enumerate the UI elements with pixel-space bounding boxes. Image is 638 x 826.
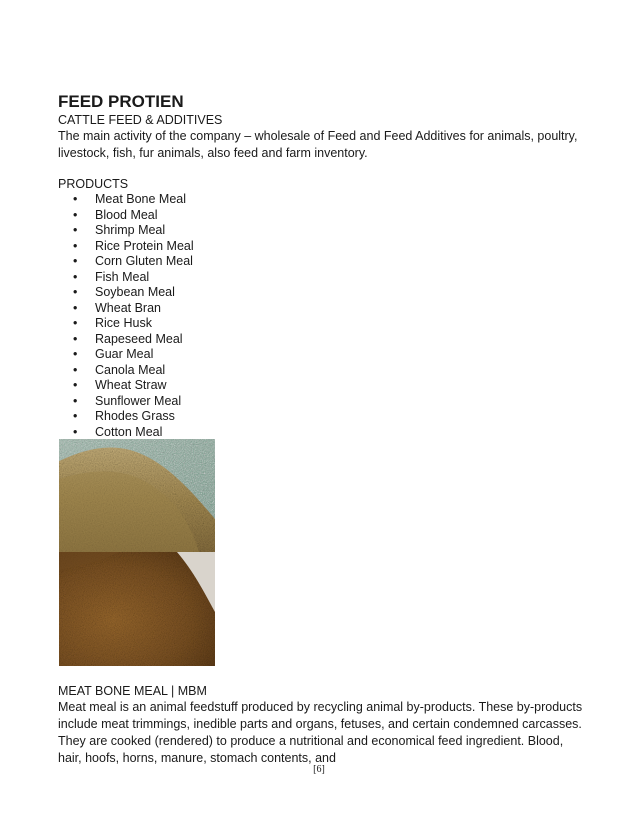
bullet-icon: • bbox=[73, 223, 78, 237]
list-item bbox=[68, 316, 588, 332]
list-item bbox=[68, 378, 588, 394]
list-item bbox=[68, 285, 588, 301]
list-item bbox=[68, 332, 588, 348]
page-content bbox=[58, 92, 588, 440]
list-item bbox=[68, 192, 588, 208]
bullet-icon: • bbox=[73, 347, 78, 361]
meal-photo-brown bbox=[59, 552, 215, 666]
list-item bbox=[68, 301, 588, 317]
page-title: FEED PROTIEN bbox=[58, 92, 184, 111]
list-item bbox=[68, 394, 588, 410]
bullet-icon: • bbox=[73, 285, 78, 299]
products-heading: PRODUCTS bbox=[58, 177, 129, 191]
list-item bbox=[68, 254, 588, 270]
product-label: Soybean Meal bbox=[95, 285, 175, 299]
product-label: Rice Protein Meal bbox=[95, 238, 194, 253]
bullet-icon: • bbox=[73, 409, 78, 423]
product-label: Sunflower Meal bbox=[95, 393, 182, 408]
list-item bbox=[68, 223, 588, 239]
product-label: Shrimp Meal bbox=[95, 223, 166, 237]
mbm-section bbox=[58, 683, 588, 767]
product-label: Guar Meal bbox=[95, 347, 154, 361]
products-list bbox=[58, 192, 588, 440]
bullet-icon: • bbox=[73, 393, 78, 408]
spacer bbox=[58, 162, 588, 176]
intro-paragraph: The main activity of the company – wholesale of Feed and Feed Additives for animals, poultry, livestock, fish, fur animals, also feed and farm inventory. bbox=[58, 129, 578, 160]
list-item bbox=[68, 425, 588, 441]
page-subtitle: CATTLE FEED & ADDITIVES bbox=[58, 113, 223, 127]
bullet-icon: • bbox=[73, 207, 78, 222]
meal-powder-illustration bbox=[59, 552, 215, 666]
meal-photo-green bbox=[59, 439, 215, 552]
bullet-icon: • bbox=[73, 238, 78, 253]
bullet-icon: • bbox=[73, 316, 78, 330]
product-label: Rhodes Grass bbox=[95, 409, 175, 423]
bullet-icon: • bbox=[73, 331, 78, 346]
bullet-icon: • bbox=[73, 269, 78, 284]
product-label: Corn Gluten Meal bbox=[95, 254, 193, 268]
list-item bbox=[68, 347, 588, 363]
bullet-icon: • bbox=[73, 362, 78, 377]
product-label: Rapeseed Meal bbox=[95, 331, 183, 346]
product-label: Fish Meal bbox=[95, 269, 150, 284]
product-label: Cotton Meal bbox=[95, 424, 163, 439]
meal-pile-illustration bbox=[59, 439, 215, 552]
bullet-icon: • bbox=[73, 300, 78, 315]
product-label: Rice Husk bbox=[95, 316, 152, 330]
list-item bbox=[68, 363, 588, 379]
page-number: [6] bbox=[313, 764, 325, 775]
product-label: Wheat Bran bbox=[95, 300, 162, 315]
list-item bbox=[68, 239, 588, 255]
product-label: Wheat Straw bbox=[95, 378, 167, 392]
product-label: Canola Meal bbox=[95, 362, 166, 377]
product-label: Meat Bone Meal bbox=[95, 192, 187, 206]
list-item bbox=[68, 409, 588, 425]
bullet-icon: • bbox=[73, 424, 78, 439]
bullet-icon: • bbox=[73, 254, 78, 268]
product-label: Blood Meal bbox=[95, 207, 158, 222]
section-heading: MEAT BONE MEAL | MBM bbox=[58, 684, 207, 698]
section-body: Meat meal is an animal feedstuff produced by recycling animal by-products. These by-products include meat trimmings, inedible parts and organs, fetuses, and certain condemned carcasses. They are cooked (rendered) to produce a nutritional and economical feed ingredient. Blood, hair, hoofs, horns, manure, stomach contents, and bbox=[58, 700, 583, 765]
list-item bbox=[68, 208, 588, 224]
bullet-icon: • bbox=[73, 192, 78, 206]
list-item bbox=[68, 270, 588, 286]
bullet-icon: • bbox=[73, 378, 78, 392]
